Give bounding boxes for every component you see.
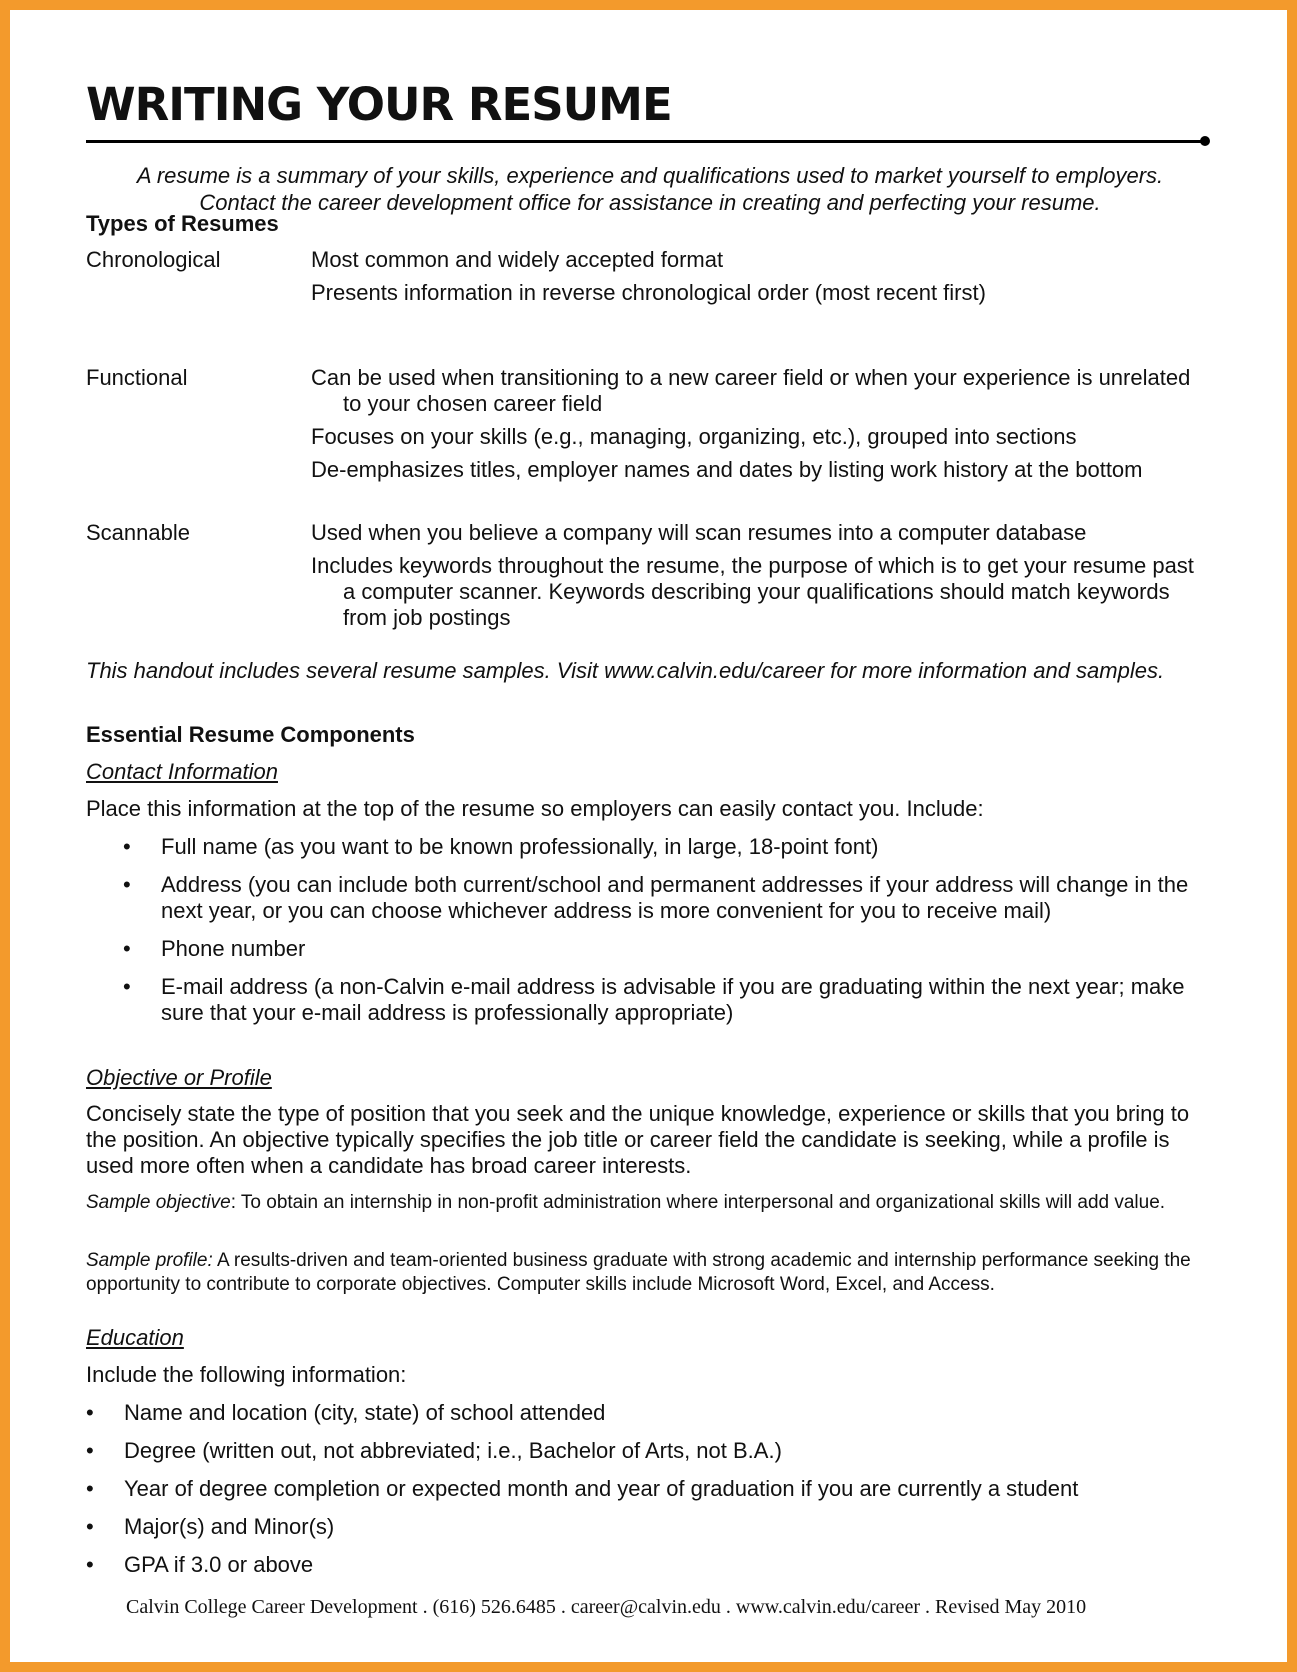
type-line: Used when you believe a company will scan resumes into a computer database: [311, 520, 1087, 545]
list-item: • Year of degree completion or expected month and year of graduation if you are currently a student: [86, 1476, 1079, 1501]
bullet-icon: •: [86, 1552, 94, 1577]
list-item: • Name and location (city, state) of school attended: [86, 1400, 606, 1425]
bullet-icon: •: [86, 1438, 94, 1463]
page-title: WRITING YOUR RESUME: [86, 78, 672, 131]
type-name-chronological: Chronological: [86, 247, 221, 272]
sample-profile-text: A results-driven and team-oriented business graduate with strong academic and internship performance seeking the opportunity to contribute to corporate objectives. Computer skills include Microsoft Word, Excel, and Access.: [86, 1250, 1191, 1295]
type-name-scannable: Scannable: [86, 520, 190, 545]
objective-body: Concisely state the type of position that you seek and the unique knowledge, experience or skills that you bring to the position. An objective typically specifies the job title or career field the candidate is seeking, while a profile is used more often when a candidate has broad career interests.: [86, 1101, 1190, 1178]
sample-objective-label: Sample objective: [86, 1192, 231, 1213]
handout-note: This handout includes several resume samples. Visit www.calvin.edu/career for more information and samples.: [86, 658, 1165, 683]
sample-profile-label: Sample profile:: [86, 1250, 213, 1271]
list-item: • GPA if 3.0 or above: [86, 1552, 314, 1577]
bullet-icon: •: [123, 834, 131, 859]
type-name-functional: Functional: [86, 365, 188, 390]
sample-profile: [86, 1249, 1214, 1297]
types-heading: Types of Resumes: [86, 211, 279, 236]
title-rule: [86, 140, 1206, 143]
contact-intro: Place this information at the top of the resume so employers can easily contact you. Include:: [86, 796, 984, 821]
education-bullet-list: [86, 1400, 1214, 1590]
list-item: • Full name (as you want to be known professionally, in large, 18-point font): [123, 834, 879, 859]
type-desc-scannable: [311, 520, 1211, 638]
contact-bullet-list: [123, 834, 1214, 1038]
type-line: Presents information in reverse chronological order (most recent first): [311, 280, 986, 305]
objective-heading: Objective or Profile: [86, 1065, 272, 1090]
education-intro: Include the following information:: [86, 1362, 407, 1387]
page-footer: Calvin College Career Development . (616) 526.6485 . career@calvin.edu . www.calvin.edu/career . Revised May 2010: [126, 1596, 1087, 1618]
type-line: Most common and widely accepted format: [311, 247, 724, 272]
bullet-icon: •: [123, 872, 131, 897]
sample-objective: [86, 1191, 1214, 1215]
type-desc-chronological: [311, 247, 1211, 313]
education-heading: Education: [86, 1325, 184, 1350]
intro-text: [86, 162, 1214, 216]
bullet-icon: •: [86, 1400, 94, 1425]
list-item: • Address (you can include both current/school and permanent addresses if your address will change in the next year, or you can choose whichever address is more convenient for you to receive mail): [123, 872, 1189, 923]
bullet-icon: •: [86, 1476, 94, 1501]
type-line: De-emphasizes titles, employer names and dates by listing work history at the bottom: [311, 457, 1143, 482]
type-desc-functional: [311, 365, 1211, 490]
type-line: Can be used when transitioning to a new career field or when your experience is unrelated to your chosen career field: [311, 365, 1191, 416]
sample-objective-text: : To obtain an internship in non-profit administration where interpersonal and organizational skills will add value.: [230, 1192, 1166, 1213]
bullet-icon: •: [86, 1514, 94, 1539]
title-rule-end-dot: [1200, 136, 1210, 146]
list-item: • Degree (written out, not abbreviated; i.e., Bachelor of Arts, not B.A.): [86, 1438, 782, 1463]
list-item: • Major(s) and Minor(s): [86, 1514, 335, 1539]
contact-heading: Contact Information: [86, 759, 278, 784]
bullet-icon: •: [123, 936, 131, 961]
intro-line-1: A resume is a summary of your skills, experience and qualifications used to market yourself to employers.: [136, 163, 1164, 188]
type-line: Focuses on your skills (e.g., managing, organizing, etc.), grouped into sections: [311, 424, 1077, 449]
components-heading: Essential Resume Components: [86, 722, 415, 747]
bullet-icon: •: [123, 974, 131, 999]
type-line: Includes keywords throughout the resume, the purpose of which is to get your resume past a computer scanner. Keywords describing your qualifications should match keywords from job postings: [311, 553, 1194, 630]
list-item: • Phone number: [123, 936, 306, 961]
list-item: • E-mail address (a non-Calvin e-mail address is advisable if you are graduating within the next year; make sure that your e-mail address is professionally appropriate): [123, 974, 1185, 1025]
intro-line-2: Contact the career development office for assistance in creating and perfecting your resume.: [199, 190, 1101, 215]
